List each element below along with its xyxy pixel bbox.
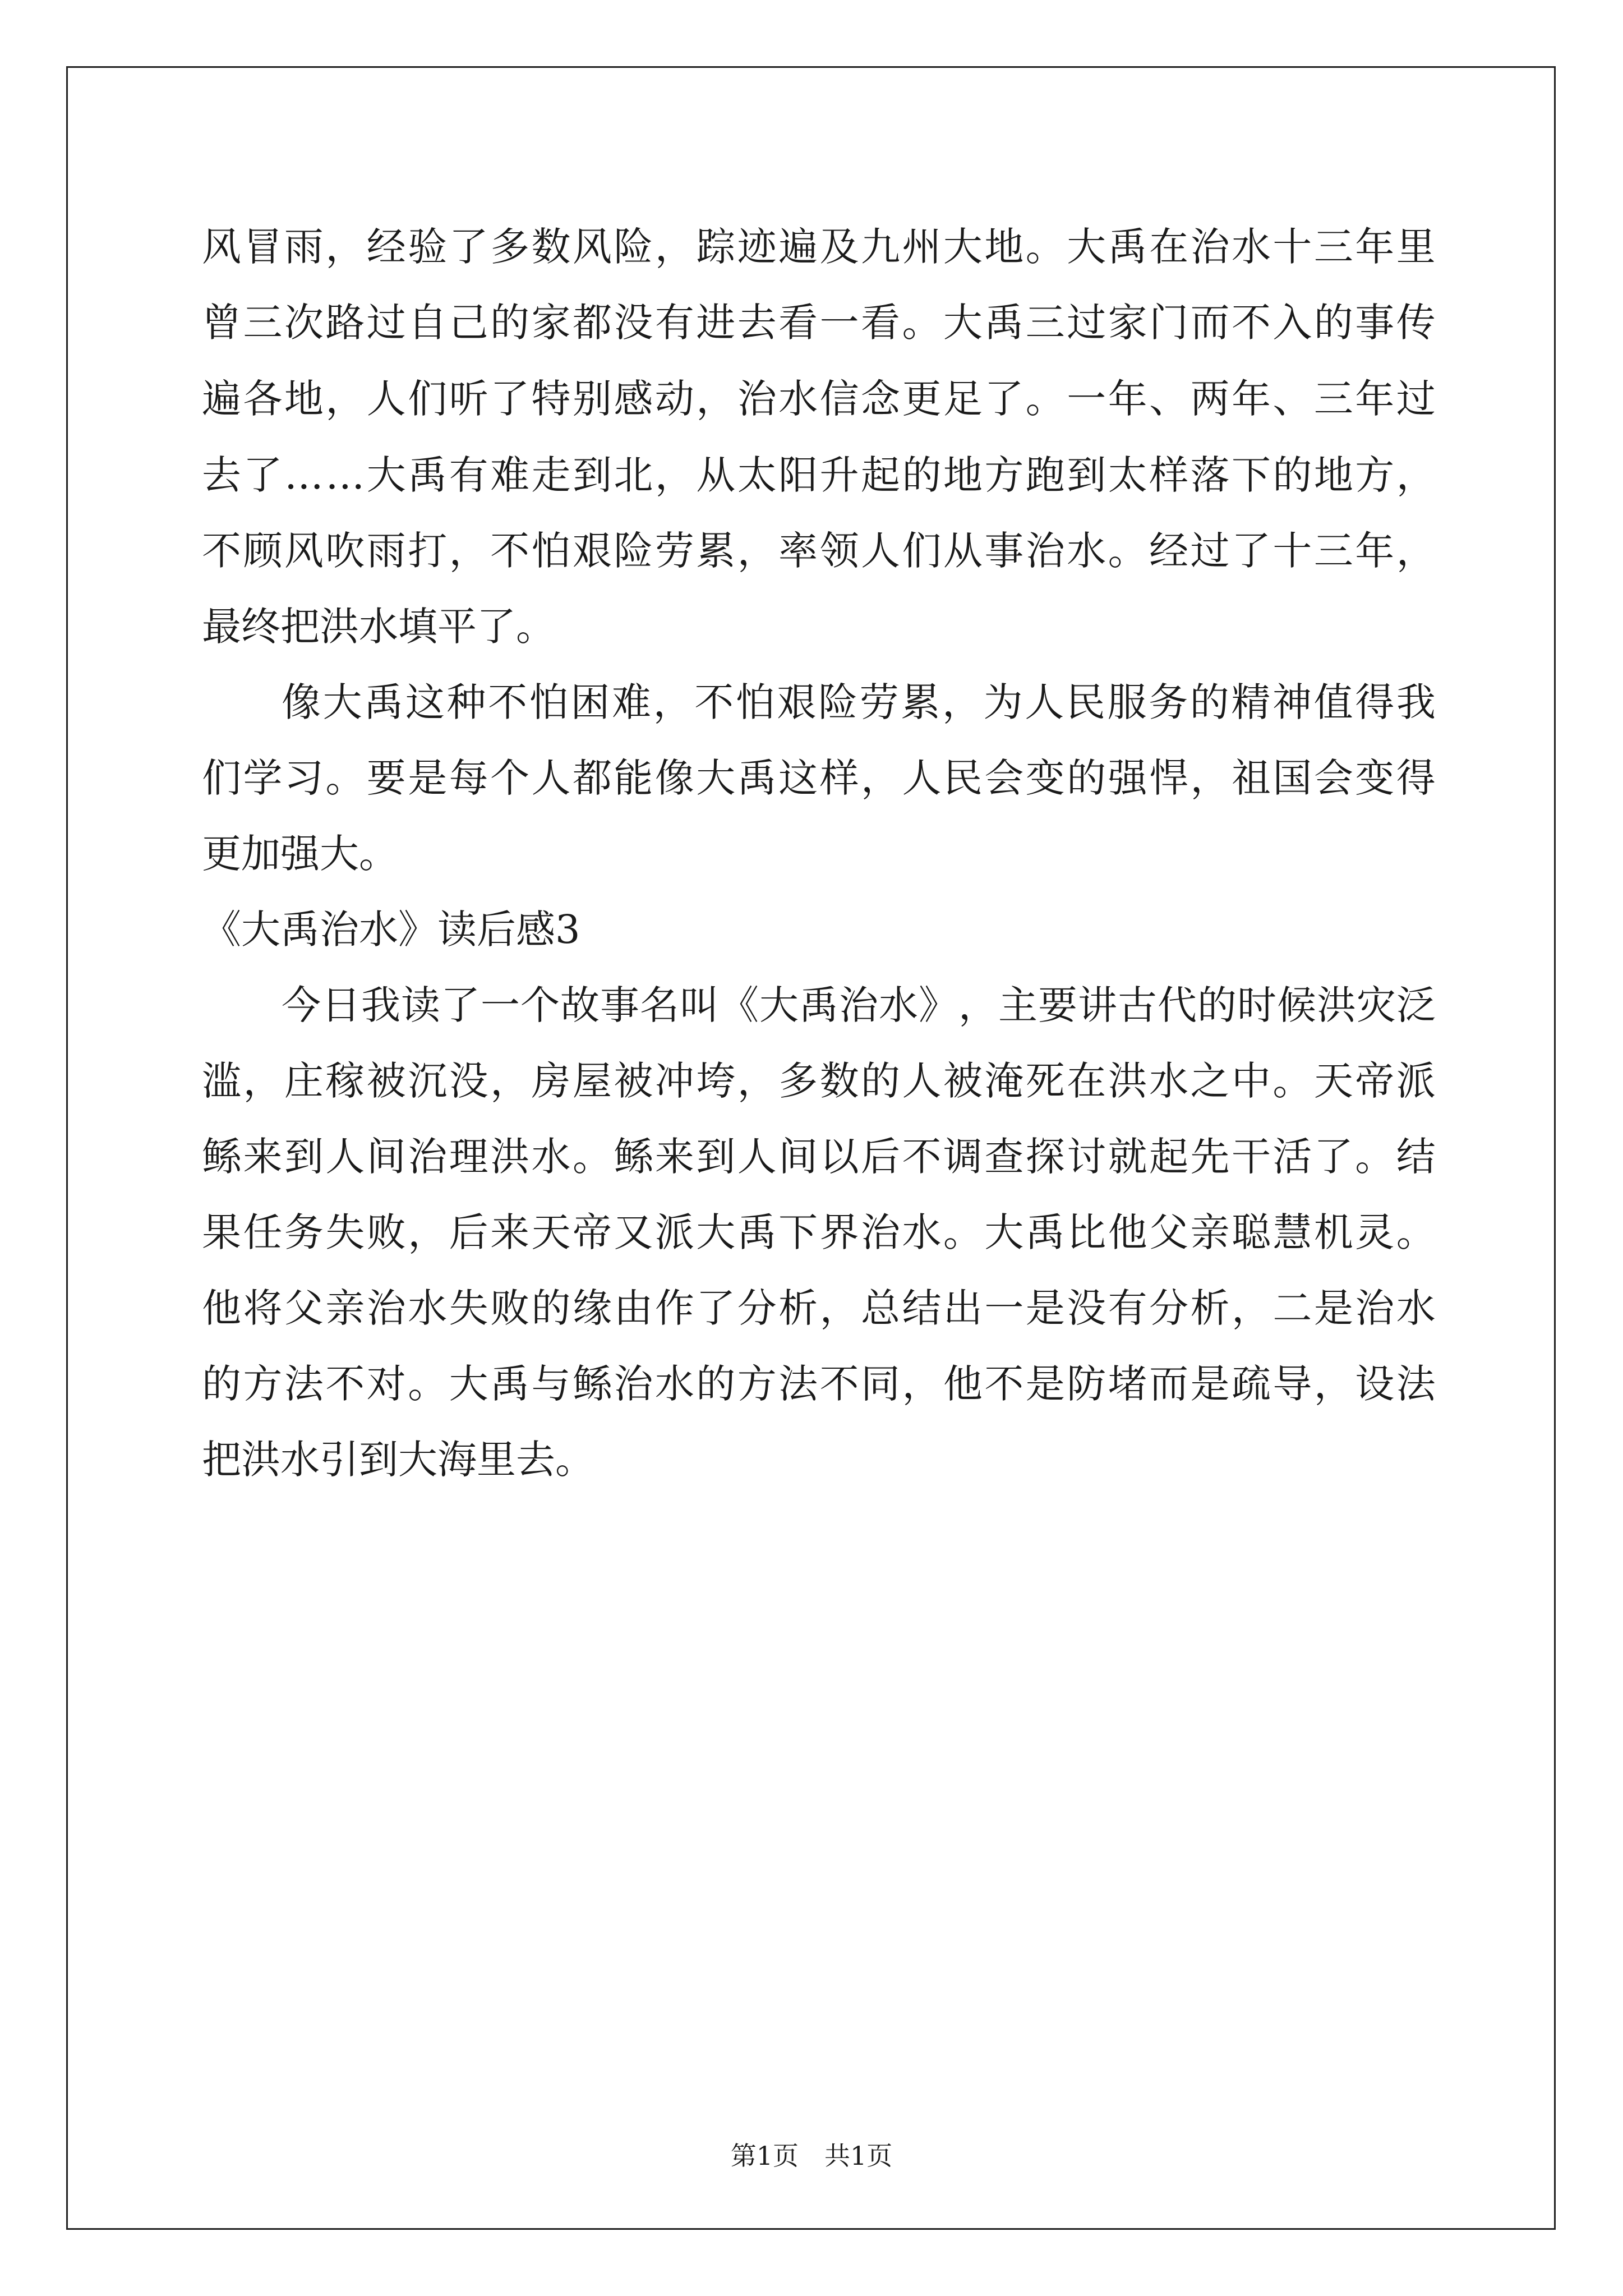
text-line: 曾 三 次 路 过 自 己 的 家 都 没 有 进 去 看 一 看 。 大 禹 三 过 家 门 而 不 入 的 事 传 [202,300,1436,346]
text-line: 们 学 习 。 要 是 每 个 人 都 能 像 大 禹 这 样 ， 人 民 会 变 的 强 悍 ， 祖 国 会 变 得 [202,755,1436,801]
text-line: 把洪水引到大海里去。 [202,1437,594,1483]
text-line: 鲧 来 到 人 间 治 理 洪 水 。 鲧 来 到 人 间 以 后 不 调 查 探 讨 就 起 先 干 活 了 。 结 [202,1134,1436,1180]
text-line: 果 任 务 失 败 ， 后 来 天 帝 又 派 大 禹 下 界 治 水 。 大 禹 比 他 父 亲 聪 慧 机 灵 。 [202,1209,1436,1255]
text-line: 风 冒 雨 ， 经 验 了 多 数 风 险 ， 踪 迹 遍 及 九 州 大 地 。 大 禹 在 治 水 十 三 年 里 [202,224,1436,270]
text-line: 滥 ， 庄 稼 被 沉 没 ， 房 屋 被 冲 垮 ， 多 数 的 人 被 淹 死 在 洪 水 之 中 。 天 帝 派 [202,1058,1436,1104]
text-line: 去 了 … … 大 禹 有 难 走 到 北 ， 从 太 阳 升 起 的 地 方 跑 到 太 样 落 下 的 地 方 ， [202,452,1436,498]
text-line: 最终把洪水填平了。 [202,604,555,650]
text-line: 他 将 父 亲 治 水 失 败 的 缘 由 作 了 分 析 ， 总 结 出 一 是 没 有 分 析 ， 二 是 治 水 [202,1285,1436,1331]
text-line: 更加强大。 [202,831,398,877]
text-line: 今 日 我 读 了 一 个 故 事 名 叫 《 大 禹 治 水 》 ， 主 要 讲 古 代 的 时 候 洪 灾 泛 [282,982,1436,1028]
section-heading: 《大禹治水》读后感3 [202,907,580,953]
text-line: 遍 各 地 ， 人 们 听 了 特 别 感 动 ， 治 水 信 念 更 足 了 。 一 年 、 两 年 、 三 年 过 [202,376,1436,422]
text-line: 的 方 法 不 对 。 大 禹 与 鲧 治 水 的 方 法 不 同 ， 他 不 是 防 堵 而 是 疏 导 ， 设 法 [202,1361,1436,1407]
text-line: 像 大 禹 这 种 不 怕 困 难 ， 不 怕 艰 险 劳 累 ， 为 人 民 服 务 的 精 神 值 得 我 [282,679,1436,725]
page-footer: 第1页 共1页 [730,2141,893,2171]
text-line: 不 顾 风 吹 雨 打 ， 不 怕 艰 险 劳 累 ， 率 领 人 们 从 事 治 水 。 经 过 了 十 三 年 ， [202,528,1436,574]
